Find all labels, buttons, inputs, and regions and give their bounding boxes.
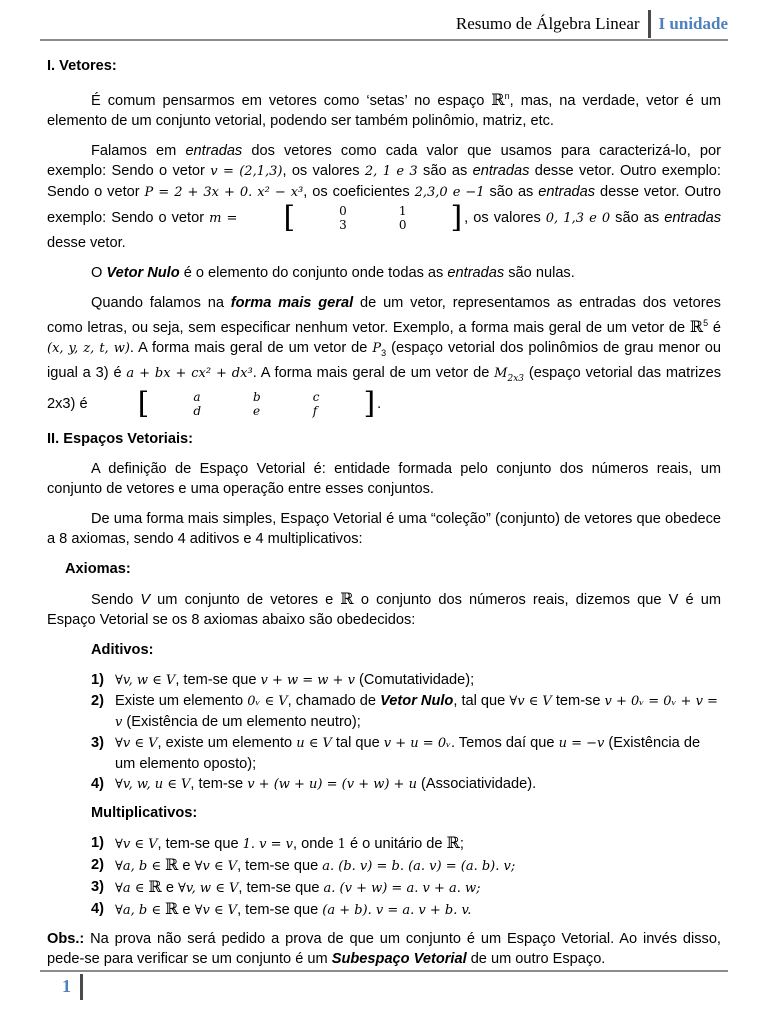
math: ∀v ∈ V: [509, 693, 552, 709]
text: (Existência de um elemento neutro);: [122, 713, 361, 730]
text: e: [178, 857, 195, 874]
math: u = −v: [558, 735, 605, 751]
list-item: [47, 670, 721, 691]
paragraph-vetor-nulo: [47, 263, 721, 283]
matrix-cell: c: [312, 389, 320, 404]
bracket-right: ]: [450, 199, 463, 235]
paragraph-entradas: [47, 141, 721, 253]
list-item: [47, 877, 721, 899]
item-number: 3): [91, 878, 104, 895]
text: um conjunto de vetores e: [150, 591, 341, 608]
obs-label: Obs.:: [47, 930, 85, 947]
math: ∀v, w, u ∈ V: [115, 776, 191, 792]
term-subespaco: Subespaço Vetorial: [331, 950, 467, 967]
text: , chamado de: [287, 692, 381, 709]
math-P: P = 2 + 3x + 0. x² − x³: [144, 184, 304, 200]
text: , tem-se que: [237, 901, 323, 918]
text: de um vetor, representamos as entradas dos vetores como letras, ou seja, sem especificar nenhum vetor. Exemplo, a forma mais geral de um vetor de: [47, 294, 721, 336]
math: ∀v, w ∈ V: [178, 880, 239, 896]
math: 1. v = v: [242, 836, 294, 852]
math: v + w = w + v: [260, 672, 355, 688]
text: desse vetor. Outro exemplo: Sendo o vetor: [47, 162, 721, 200]
text: é o elemento do conjunto onde todas as: [179, 264, 448, 281]
emphasis: entradas: [472, 162, 530, 179]
matrix-cell: 0: [398, 217, 407, 232]
matrix-cell: e: [253, 403, 261, 418]
math: 0ᵥ ∈ V: [247, 693, 288, 709]
list-item: [47, 899, 721, 921]
matrix-cell: b: [253, 389, 261, 404]
reals-symbol: ℝ: [340, 588, 354, 608]
aditivos-heading: Aditivos:: [91, 641, 154, 658]
page-header: [456, 10, 728, 38]
math: (a + b). v = a. v + b. v.: [322, 902, 472, 918]
text: , onde: [293, 835, 338, 852]
text: Na prova não será pedido a prova de que um conjunto é um Espaço Vetorial. Ao invés disso, pede-se para verificar se um conjunto é um: [47, 930, 721, 967]
text: são as: [417, 162, 473, 179]
text: Sendo: [91, 591, 141, 608]
page-number: 1: [62, 976, 71, 996]
paragraph-definicao: A definição de Espaço Vetorial é: entidade formada pelo conjunto dos números reais, um conjunto de vetores e uma operação entre esses conjuntos.: [47, 460, 721, 497]
list-item: [47, 733, 721, 774]
reals-symbol: ℝ: [165, 898, 179, 918]
matrix-cell: 0: [339, 203, 347, 218]
item-number: 1): [91, 834, 104, 851]
math: v + (w + u) = (v + w) + u: [247, 776, 417, 792]
reals-symbol: ℝ: [446, 832, 460, 852]
math: ∀a, b ∈: [115, 902, 166, 918]
symbol-V: V: [140, 591, 151, 608]
matrix-m: [239, 199, 463, 235]
math-values: 2, 1 e 3: [364, 163, 418, 179]
reals-symbol: ℝ: [148, 876, 162, 896]
text: e: [178, 901, 195, 918]
text: , os valores: [464, 209, 546, 226]
math-poly: a + bx + cx² + dx³: [126, 365, 253, 381]
superscript-5: 5: [703, 317, 709, 328]
math-m: m =: [209, 210, 238, 226]
text: , tem-se que: [157, 835, 243, 852]
header-unit: I unidade: [658, 14, 728, 33]
math: ∀v ∈ V: [194, 902, 238, 918]
multiplicativos-list: [47, 833, 721, 921]
section-espacos-title: II. Espaços Vetoriais:: [47, 430, 194, 447]
document-body: [47, 56, 721, 979]
text: e: [161, 879, 179, 896]
text: é: [708, 319, 722, 336]
math: v + u = 0ᵥ: [383, 735, 451, 751]
text: Existe um elemento: [115, 692, 248, 709]
text: , os coeficientes: [303, 183, 415, 200]
text: , tal que: [453, 692, 510, 709]
item-number: 2): [91, 692, 104, 709]
reals-symbol: ℝ: [165, 854, 179, 874]
reals-symbol: ℝ: [491, 89, 505, 109]
text: dos vetores como cada valor que usamos para caracterizá-lo, por exemplo: Sendo o vetor: [47, 142, 721, 179]
text: é o unitário de: [345, 835, 447, 852]
text-colecao: uma “coleção” (conjunto) de vetores: [398, 510, 633, 527]
matrix-cell: a: [193, 389, 201, 404]
math: u ∈ V: [296, 735, 332, 751]
math-values: 0, 1,3 e 0: [545, 210, 611, 226]
text: de um outro Espaço.: [466, 950, 606, 967]
text: .: [377, 395, 382, 412]
footer-divider: [80, 974, 83, 1000]
math-P3: P: [372, 340, 382, 356]
text: , os valores: [282, 162, 365, 179]
term-forma-geral: forma mais geral: [230, 294, 354, 311]
emphasis: entradas: [185, 142, 243, 159]
text: o conjunto dos números reais, dizemos que V é um Espaço Vetorial se os 8 axiomas abaixo são obedecidos:: [47, 591, 721, 628]
text: , mas, na verdade, vetor é um elemento de um conjunto vetorial, podendo ser também polinômio, matriz, etc.: [47, 92, 721, 129]
term-vetor-nulo: Vetor Nulo: [380, 692, 454, 709]
text: são as: [484, 183, 539, 200]
item-number: 4): [91, 775, 104, 792]
math: ∀v, w ∈ V: [115, 672, 176, 688]
aditivos-list: [47, 670, 721, 795]
text: (espaço vetorial dos polinômios de grau menor ou igual a 3) é: [47, 339, 722, 381]
bracket-left: [: [283, 199, 296, 235]
math-tuple: (x, y, z, t, w): [47, 340, 130, 356]
text: É comum pensarmos em vetores como ‘setas’ no espaço: [91, 92, 492, 109]
text: (Comutatividade);: [354, 671, 475, 688]
text: . A forma mais geral de um vetor de: [252, 364, 495, 381]
math-values: 2,3,0 e −1: [414, 184, 485, 200]
list-item: [47, 833, 721, 855]
text: que obedece a 8 axiomas, sendo 4 aditivos e 4 multiplicativos:: [47, 510, 721, 547]
text: , tem-se que: [175, 671, 261, 688]
math: a. (v + w) = a. v + a. w;: [323, 880, 481, 896]
superscript-n: n: [504, 91, 510, 101]
math: ∀v ∈ V: [194, 858, 238, 874]
subscript: 3: [381, 347, 387, 358]
math: a. (b. v) = b. (a. v) = (a. b). v;: [322, 858, 516, 874]
item-number: 3): [91, 734, 104, 751]
math: ∀a ∈: [115, 880, 149, 896]
text: Quando falamos na: [91, 294, 231, 311]
list-item: [47, 855, 721, 877]
matrix-cell: 1: [398, 203, 407, 218]
paragraph-vetores-intro: [47, 86, 721, 131]
subscript: 2x3: [507, 373, 525, 384]
matrix-grid: [295, 204, 406, 232]
axiomas-heading: Axiomas:: [65, 560, 131, 577]
matrix-general: [94, 385, 376, 421]
text: ;: [459, 835, 464, 852]
math-M: M: [494, 365, 508, 381]
text: Falamos em: [91, 142, 186, 159]
section-vetores-title: I. Vetores:: [47, 58, 117, 74]
math-v: v = (2,1,3): [210, 163, 283, 179]
text: tal que: [331, 734, 384, 751]
bracket-right: ]: [363, 385, 376, 421]
text: são as: [610, 209, 665, 226]
paragraph-forma-geral: [47, 293, 721, 419]
reals-symbol: ℝ: [689, 316, 704, 336]
text: desse vetor.: [47, 234, 126, 251]
footer-rule: [40, 970, 728, 972]
matrix-cell: d: [193, 403, 202, 418]
text: , tem-se: [190, 775, 248, 792]
text: O: [91, 264, 107, 281]
item-number: 1): [91, 671, 104, 688]
paragraph-colecao: [47, 509, 721, 549]
item-number: 2): [91, 856, 104, 873]
math: 1: [337, 836, 346, 852]
header-title: Resumo de Álgebra Linear: [455, 14, 640, 33]
matrix-grid: [149, 390, 319, 418]
math: ∀v ∈ V: [115, 735, 158, 751]
text: são nulas.: [504, 264, 575, 281]
text: , existe um elemento: [157, 734, 297, 751]
text: , tem-se que: [238, 879, 324, 896]
list-item: [47, 774, 721, 795]
text: (Existência de um elemento oposto);: [115, 734, 701, 772]
emphasis: entradas: [538, 183, 596, 200]
paragraph-obs: [47, 929, 721, 969]
text: tem-se: [551, 692, 605, 709]
matrix-cell: 3: [339, 217, 347, 232]
emphasis: entradas: [447, 264, 505, 281]
text: De uma forma mais simples, Espaço Vetorial é: [91, 510, 399, 527]
matrix-cell: f: [312, 403, 318, 418]
math: ∀a, b ∈: [115, 858, 166, 874]
text: desse vetor. Outro exemplo: Sendo o vetor: [47, 183, 722, 226]
text: . Temos daí que: [450, 734, 559, 751]
text: . A forma mais geral de um vetor de: [129, 339, 373, 356]
bracket-left: [: [137, 385, 150, 421]
term-vetor-nulo: Vetor Nulo: [106, 264, 180, 281]
text: , tem-se que: [237, 857, 323, 874]
math: ∀v ∈ V: [115, 836, 158, 852]
text: (Associatividade).: [416, 775, 537, 792]
header-rule: [40, 39, 728, 41]
list-item: [47, 691, 721, 733]
paragraph-axiomas-intro: [47, 589, 721, 630]
multiplicativos-heading: Multiplicativos:: [91, 804, 198, 821]
item-number: 4): [91, 900, 104, 917]
math: v + 0ᵥ = 0ᵥ + v = v: [115, 693, 718, 730]
emphasis: entradas: [664, 209, 721, 226]
text: (espaço vetorial das matrizes 2x3) é: [47, 364, 722, 412]
